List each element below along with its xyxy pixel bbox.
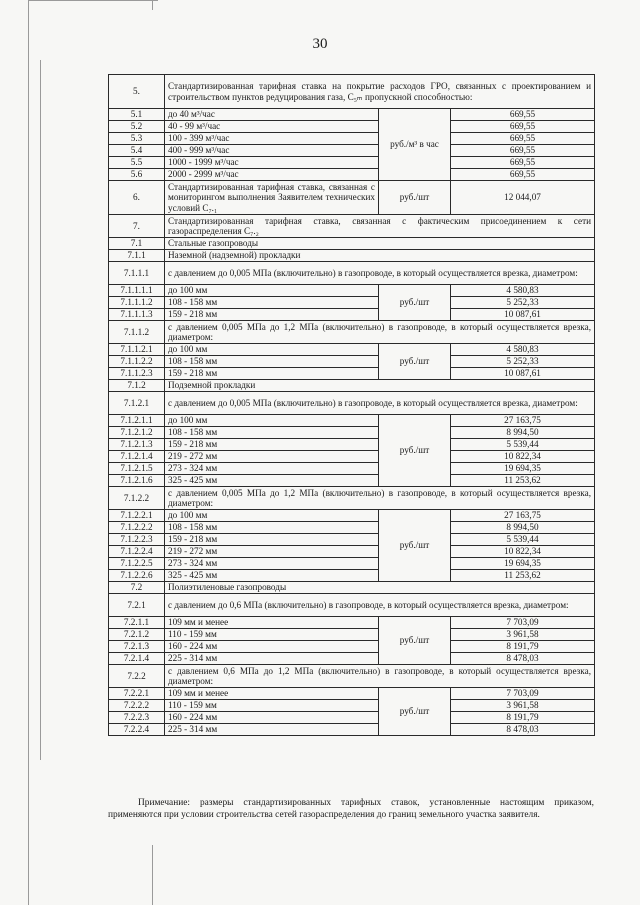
row-code: 7.2.2.4 (109, 724, 165, 736)
row-description: 325 - 425 мм (165, 475, 379, 487)
table-row (109, 145, 595, 157)
tariff-value: 5 539,44 (451, 439, 595, 451)
tariff-value: 10 087,61 (451, 309, 595, 321)
row-code: 7.1.2.1.2 (109, 427, 165, 439)
table-row (109, 688, 595, 700)
tariff-value: 11 253,62 (451, 475, 595, 487)
margin-line (28, 0, 158, 1)
row-description: 40 - 99 м³/час (165, 121, 379, 133)
row-description: 273 - 324 мм (165, 558, 379, 570)
section-heading: с давлением 0,6 МПа до 1,2 МПа (включительно) в газопроводе, в который осуществляется врезка, диаметром: (165, 665, 595, 688)
row-description: 160 - 224 мм (165, 641, 379, 653)
tariff-value: 27 163,75 (451, 415, 595, 427)
row-code: 5. (109, 75, 165, 109)
tariff-value: 4 580,83 (451, 344, 595, 356)
section-heading: Стандартизированная тарифная ставка на покрытие расходов ГРО, связанных с проектированием и строительством пунктов редуцирования газа, C₅ₘ пропускной способностью: (165, 75, 595, 109)
section-heading: Наземной (надземной) прокладки (165, 250, 595, 262)
table-row (109, 653, 595, 665)
table-row (109, 109, 595, 121)
tariff-value: 8 478,03 (451, 724, 595, 736)
row-code: 7.1.2.2.2 (109, 522, 165, 534)
row-description: 225 - 314 мм (165, 724, 379, 736)
row-description: 159 - 218 мм (165, 534, 379, 546)
row-code: 7.2.2 (109, 665, 165, 688)
row-description: 108 - 158 мм (165, 297, 379, 309)
table-row (109, 344, 595, 356)
table-row (109, 368, 595, 380)
row-code: 5.3 (109, 133, 165, 145)
row-code: 7.1.1.1 (109, 262, 165, 285)
table-row (109, 262, 595, 285)
row-code: 7.1.2.2.1 (109, 510, 165, 522)
row-code: 7.2.2.3 (109, 712, 165, 724)
table-row (109, 133, 595, 145)
table-row (109, 250, 595, 262)
row-code: 7.1.2.1 (109, 392, 165, 415)
row-description: 109 мм и менее (165, 688, 379, 700)
table-row (109, 356, 595, 368)
row-code: 5.2 (109, 121, 165, 133)
row-description: 108 - 158 мм (165, 356, 379, 368)
tariff-value: 669,55 (451, 157, 595, 169)
tariff-value: 7 703,09 (451, 688, 595, 700)
row-description: 159 - 218 мм (165, 368, 379, 380)
table-row (109, 534, 595, 546)
page-number: 30 (312, 36, 328, 52)
table-row (109, 724, 595, 736)
table-row (109, 215, 595, 238)
row-code: 5.6 (109, 169, 165, 181)
row-code: 7.2.2.1 (109, 688, 165, 700)
row-code: 7.1.1.2.1 (109, 344, 165, 356)
unit-cell: руб./шт (379, 510, 451, 582)
tariff-value: 10 822,34 (451, 451, 595, 463)
row-code: 7.1.1.2.2 (109, 356, 165, 368)
tariff-value: 669,55 (451, 121, 595, 133)
tariff-value: 669,55 (451, 109, 595, 121)
row-description: 110 - 159 мм (165, 629, 379, 641)
table-row (109, 475, 595, 487)
margin-line (152, 0, 153, 10)
unit-cell: руб./шт (379, 415, 451, 487)
row-code: 7.2.1.3 (109, 641, 165, 653)
row-description: 108 - 158 мм (165, 522, 379, 534)
section-heading: с давлением 0,005 МПа до 1,2 МПа (включительно) в газопроводе, в который осуществляется врезка, диаметром: (165, 321, 595, 344)
row-code: 5.5 (109, 157, 165, 169)
row-description: 400 - 999 м³/час (165, 145, 379, 157)
section-heading: с давлением до 0,6 МПа (включительно) в газопроводе, в который осуществляется врезка, диаметром: (165, 594, 595, 617)
table-row (109, 487, 595, 510)
tariff-value: 8 191,79 (451, 712, 595, 724)
section-heading: Полиэтиленовые газопроводы (165, 582, 595, 594)
table-row (109, 181, 595, 215)
tariff-value: 27 163,75 (451, 510, 595, 522)
section-heading: Стальные газопроводы (165, 238, 595, 250)
row-description: 325 - 425 мм (165, 570, 379, 582)
table-row (109, 392, 595, 415)
table-row (109, 570, 595, 582)
row-code: 7.1.2.1.3 (109, 439, 165, 451)
row-description: 110 - 159 мм (165, 700, 379, 712)
section-heading: Стандартизированная тарифная ставка, связанная с фактическим присоединением к сети газораспределения C₇.₂ (165, 215, 595, 238)
tariff-value: 8 191,79 (451, 641, 595, 653)
table-row (109, 665, 595, 688)
row-description: 225 - 314 мм (165, 653, 379, 665)
unit-cell: руб./шт (379, 181, 451, 215)
row-code: 7.1.2 (109, 380, 165, 392)
row-code: 5.4 (109, 145, 165, 157)
tariff-value: 10 822,34 (451, 546, 595, 558)
row-description: до 100 мм (165, 510, 379, 522)
margin-line (28, 0, 29, 905)
table-row (109, 546, 595, 558)
row-code: 7.1.1.1.3 (109, 309, 165, 321)
table-row (109, 641, 595, 653)
tariff-value: 8 994,50 (451, 522, 595, 534)
row-code: 7.2 (109, 582, 165, 594)
row-code: 7.1.1.1.2 (109, 297, 165, 309)
table-row (109, 427, 595, 439)
row-description: 1000 - 1999 м³/час (165, 157, 379, 169)
tariff-value: 5 252,33 (451, 297, 595, 309)
table-row (109, 522, 595, 534)
margin-line (152, 845, 153, 905)
tariff-value: 7 703,09 (451, 617, 595, 629)
unit-cell: руб./м³ в час (379, 109, 451, 181)
row-description: Стандартизированная тарифная ставка, связанная с мониторингом выполнения Заявителем технических условий C₇.₁ (165, 181, 379, 215)
table-row (109, 121, 595, 133)
row-description: 273 - 324 мм (165, 463, 379, 475)
footnote (108, 797, 594, 821)
table-row (109, 415, 595, 427)
table-row (109, 712, 595, 724)
row-description: до 40 м³/час (165, 109, 379, 121)
margin-line (40, 60, 41, 760)
table-row (109, 617, 595, 629)
row-code: 7.1.1 (109, 250, 165, 262)
unit-cell: руб./шт (379, 617, 451, 665)
row-description: 100 - 399 м³/час (165, 133, 379, 145)
row-code: 7. (109, 215, 165, 238)
row-code: 7.1.1.2 (109, 321, 165, 344)
footnote-text: Примечание: размеры стандартизированных тарифных ставок, установленные настоящим приказом, применяются при условии строительства сетей газораспределения до границ земельного участка заявителя. (108, 798, 594, 820)
row-code: 7.1.2.2.6 (109, 570, 165, 582)
unit-cell: руб./шт (379, 285, 451, 321)
table-row (109, 75, 595, 109)
row-code: 7.2.1 (109, 594, 165, 617)
row-description: 109 мм и менее (165, 617, 379, 629)
table-row (109, 309, 595, 321)
table-row (109, 582, 595, 594)
table-row (109, 169, 595, 181)
row-description: 219 - 272 мм (165, 451, 379, 463)
tariff-value: 5 252,33 (451, 356, 595, 368)
tariff-value: 4 580,83 (451, 285, 595, 297)
table-row (109, 321, 595, 344)
tariff-value: 3 961,58 (451, 629, 595, 641)
row-code: 7.1 (109, 238, 165, 250)
row-code: 7.1.1.1.1 (109, 285, 165, 297)
row-code: 7.1.2.2.3 (109, 534, 165, 546)
tariff-value: 19 694,35 (451, 463, 595, 475)
row-code: 7.2.1.2 (109, 629, 165, 641)
row-description: 160 - 224 мм (165, 712, 379, 724)
row-code: 7.1.2.2.4 (109, 546, 165, 558)
row-code: 7.2.1.4 (109, 653, 165, 665)
table-row (109, 463, 595, 475)
table-row (109, 439, 595, 451)
tariff-value: 11 253,62 (451, 570, 595, 582)
tariff-value: 12 044,07 (451, 181, 595, 215)
tariff-value: 19 694,35 (451, 558, 595, 570)
row-code: 7.1.2.1.4 (109, 451, 165, 463)
section-heading: с давлением до 0,005 МПа (включительно) в газопроводе, в который осуществляется врезка, диаметром: (165, 262, 595, 285)
table-row (109, 297, 595, 309)
tariff-value: 10 087,61 (451, 368, 595, 380)
row-description: 108 - 158 мм (165, 427, 379, 439)
table-row (109, 380, 595, 392)
section-heading: с давлением 0,005 МПа до 1,2 МПа (включительно) в газопроводе, в который осуществляется врезка, диаметром: (165, 487, 595, 510)
row-description: 159 - 218 мм (165, 439, 379, 451)
table-row (109, 700, 595, 712)
row-code: 7.2.2.2 (109, 700, 165, 712)
section-heading: с давлением до 0,005 МПа (включительно) в газопроводе, в который осуществляется врезка, диаметром: (165, 392, 595, 415)
tariff-value: 8 994,50 (451, 427, 595, 439)
table-row (109, 451, 595, 463)
row-code: 7.1.2.2.5 (109, 558, 165, 570)
section-heading: Подземной прокладки (165, 380, 595, 392)
row-code: 7.1.2.1.1 (109, 415, 165, 427)
tariff-value: 669,55 (451, 133, 595, 145)
row-code: 7.2.1.1 (109, 617, 165, 629)
table-row (109, 157, 595, 169)
table-row (109, 558, 595, 570)
unit-cell: руб./шт (379, 688, 451, 736)
tariff-value: 669,55 (451, 169, 595, 181)
row-description: до 100 мм (165, 344, 379, 356)
row-description: 159 - 218 мм (165, 309, 379, 321)
unit-cell: руб./шт (379, 344, 451, 380)
table-row (109, 238, 595, 250)
row-code: 7.1.2.2 (109, 487, 165, 510)
row-description: 2000 - 2999 м³/час (165, 169, 379, 181)
tariff-table (108, 74, 595, 736)
row-code: 7.1.2.1.6 (109, 475, 165, 487)
table-row (109, 510, 595, 522)
table-row (109, 594, 595, 617)
table-row (109, 629, 595, 641)
row-code: 6. (109, 181, 165, 215)
row-code: 7.1.1.2.3 (109, 368, 165, 380)
row-description: до 100 мм (165, 285, 379, 297)
table-row (109, 285, 595, 297)
tariff-value: 3 961,58 (451, 700, 595, 712)
row-description: 219 - 272 мм (165, 546, 379, 558)
row-code: 5.1 (109, 109, 165, 121)
tariff-value: 669,55 (451, 145, 595, 157)
tariff-value: 5 539,44 (451, 534, 595, 546)
row-description: до 100 мм (165, 415, 379, 427)
tariff-value: 8 478,03 (451, 653, 595, 665)
row-code: 7.1.2.1.5 (109, 463, 165, 475)
